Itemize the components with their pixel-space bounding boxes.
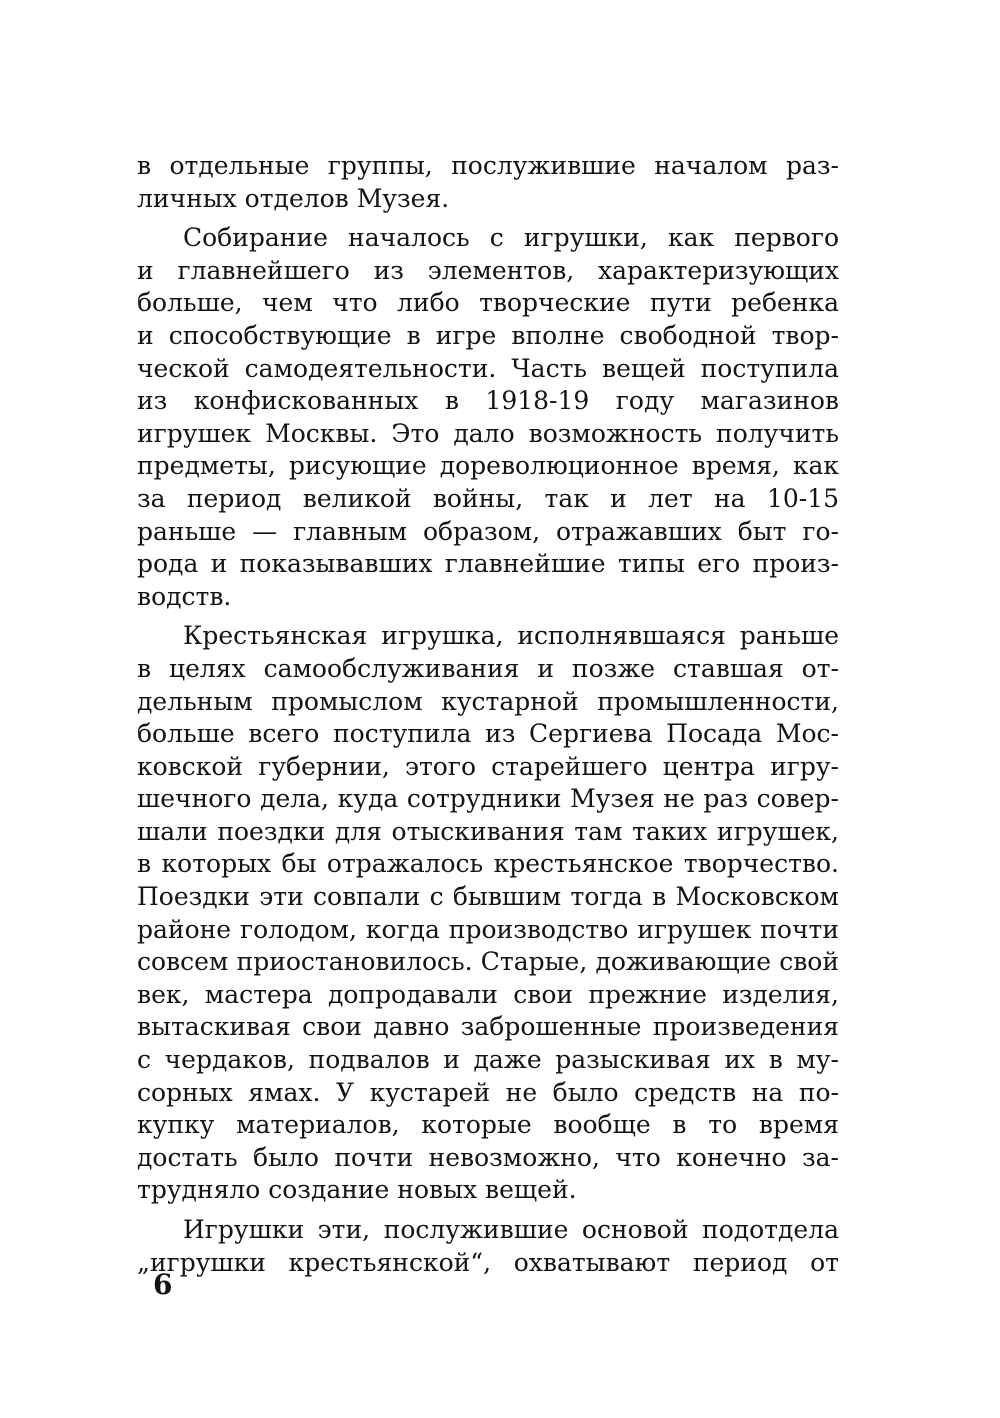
- text-line: больше всего поступила из Сергиева Посада Мос-: [137, 719, 839, 749]
- text-line: Поездки эти совпали с бывшим тогда в Московском: [137, 882, 839, 912]
- text-line: Крестьянская игрушка, исполнявшаяся раньше: [183, 621, 839, 651]
- page-number: 6: [153, 1268, 173, 1301]
- text-line: игрушек Москвы. Это дало возможность получить: [137, 418, 839, 448]
- text-line: Собирание началось с игрушки, как первого: [183, 223, 839, 253]
- paragraph-gap: [137, 215, 839, 222]
- text-line: „игрушки крестьянской“, охватывают период от: [137, 1247, 839, 1277]
- text-line: районе голодом, когда производство игрушек почти: [137, 914, 839, 944]
- text-line: в которых бы отражалось крестьянское творчество.: [137, 849, 839, 879]
- text-line: и главнейшего из элементов, характеризующих: [137, 255, 839, 285]
- text-line: в отдельные группы, послужившие началом раз-: [137, 151, 839, 180]
- text-line: в целях самообслуживания и позже ставшая от-: [137, 653, 839, 683]
- text-line: сорных ямах. У кустарей не было средств на по-: [137, 1077, 839, 1107]
- text-line: совсем приостановилось. Старые, доживающие свой: [137, 947, 839, 977]
- text-line: век, мастера допродавали свои прежние изделия,: [137, 979, 839, 1009]
- text-line: и способствующие в игре вполне свободной твор-: [137, 320, 839, 350]
- text-line: трудняло создание новых вещей.: [137, 1175, 577, 1205]
- text-line: дельным промыслом кустарной промышленности,: [137, 686, 839, 716]
- text-line: водств.: [137, 581, 232, 611]
- text-line: купку материалов, которые вообще в то время: [137, 1110, 839, 1140]
- paragraph-gap: [137, 1207, 839, 1214]
- text-line: ческой самодеятельности. Часть вещей поступила: [137, 353, 839, 383]
- text-line: достать было почти невозможно, что конечно за-: [137, 1142, 839, 1172]
- text-line: раньше — главным образом, отражавших быт го-: [137, 516, 839, 546]
- text-line: вытаскивая свои давно заброшенные произведения: [137, 1012, 839, 1042]
- paragraph-gap: [137, 613, 839, 620]
- text-line: с чердаков, подвалов и даже разыскивая их в му-: [137, 1045, 839, 1075]
- text-line: ковской губернии, этого старейшего центра игру-: [137, 751, 839, 781]
- text-line: шечного дела, куда сотрудники Музея не раз совер-: [137, 784, 839, 814]
- text-line: Игрушки эти, послужившие основой подотдела: [183, 1215, 839, 1244]
- text-line: личных отделов Музея.: [137, 183, 450, 213]
- text-line: из конфискованных в 1918-19 году магазинов: [137, 386, 839, 416]
- text-line: за период великой войны, так и лет на 10-15: [137, 483, 839, 513]
- text-line: рода и показывавших главнейшие типы его произ-: [137, 549, 839, 579]
- text-line: предметы, рисующие дореволюционное время, как: [137, 451, 839, 481]
- text-line: шали поездки для отыскивания там таких игрушек,: [137, 816, 839, 846]
- text-line: больше, чем что либо творческие пути ребенка: [137, 288, 839, 318]
- body-text: [137, 150, 839, 1279]
